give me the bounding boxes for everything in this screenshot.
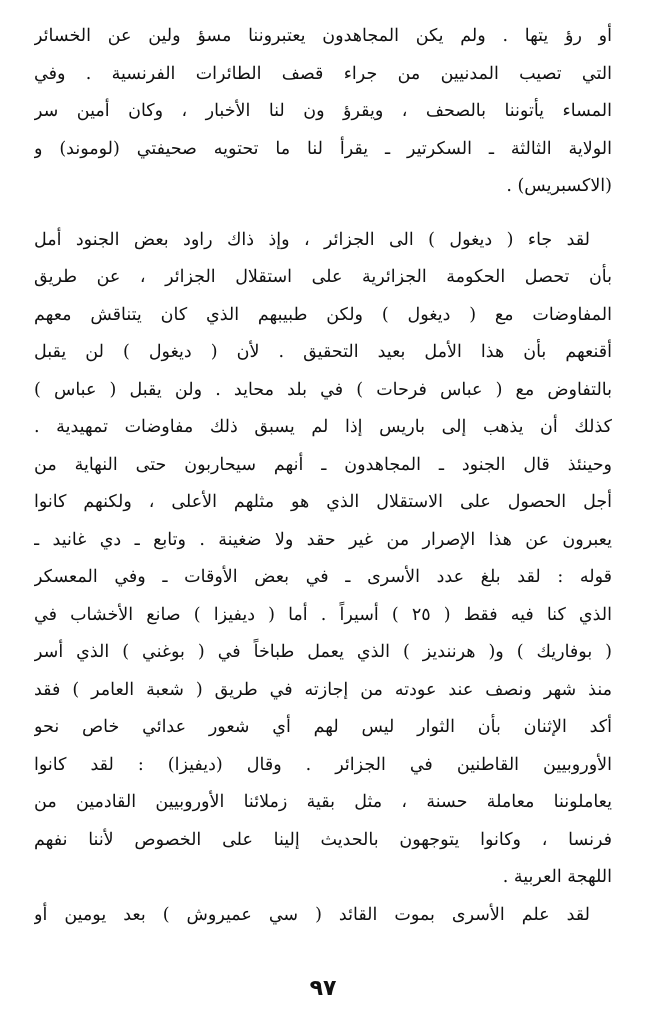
text-line: اللهجة العربية . xyxy=(502,867,612,887)
text-line: بالتفاوض مع ( عباس فرحات ) في بلد محايد . ولن يقبل ( عباس ) xyxy=(34,379,612,400)
paragraph xyxy=(34,222,612,897)
paragraph xyxy=(34,897,612,935)
body-text xyxy=(34,18,612,934)
text-line: المفاوضات مع ( ديغول ) ولكن طبيبهم الذي كان يتناقش معهم xyxy=(34,304,612,325)
text-line: فرنسا ، وكانوا يتوجهون بالحديث إلينا على الخصوص لأننا نفهم xyxy=(34,829,612,850)
text-line: أجل الحصول على الاستقلال الذي هو مثلهم الأعلى ، ولكنهم كانوا xyxy=(34,492,612,512)
page-number: ٩٧ xyxy=(309,976,337,1001)
text-line: كذلك أن يذهب إلى باريس إذا لم يسبق ذلك مفاوضات تمهيدية . xyxy=(34,417,612,437)
text-line: الذي كنا فيه فقط ( ٢٥ ) أسيراً . أما ( ديفيزا ) صانع الأخشاب في xyxy=(34,604,612,625)
text-line: قوله : لقد بلغ عدد الأسرى ـ في بعض الأوقات ـ وفي المعسكر xyxy=(34,567,612,587)
text-line: أكد الإثنان بأن الثوار ليس لهم أي شعور عدائي خاص نحو xyxy=(34,717,612,737)
text-line: وحينئذ قال الجنود ـ المجاهدون ـ أنهم سيحاربون حتى النهاية من xyxy=(34,454,612,475)
text-line: بأن تحصل الحكومة الجزائرية على استقلال الجزائر ، عن طريق xyxy=(34,267,612,287)
text-line: أقنعهم بأن هذا الأمل بعيد التحقيق . لأن ( ديغول ) لن يقبل xyxy=(34,342,612,362)
text-line: أو رؤ يتها . ولم يكن المجاهدون يعتبروننا مسؤ ولين عن الخسائر xyxy=(34,26,612,46)
text-line: الأوروبيين القاطنين في الجزائر . وقال (ديفيزا) : لقد كانوا xyxy=(34,754,612,775)
text-line: (الاكسبريس) . xyxy=(506,176,612,196)
text-line: منذ شهر ونصف عند عودته من إجازته في طريق ( شعبة العامر ) فقد xyxy=(34,679,612,700)
text-line: ( بوفاريك ) و( هرننديز ) الذي يعمل طباخاً في ( بوغني ) الذي أسر xyxy=(34,642,612,662)
paragraph xyxy=(34,18,612,206)
text-line: يعبرون عن هذا الإصرار من غير حقد ولا ضغينة . وتابع ـ دي غانيد ـ xyxy=(34,529,612,550)
text-line: المساء يأتوننا بالصحف ، ويقرؤ ون لنا الأخبار ، وكان أمين سر xyxy=(34,101,612,121)
text-line: يعاملوننا معاملة حسنة ، مثل بقية زملائنا الأوروبيين القادمين من xyxy=(34,792,612,812)
text-line: التي تصيب المدنيين من جراء قصف الطائرات الفرنسية . وفي xyxy=(34,63,612,84)
paragraph-gap xyxy=(34,206,612,222)
text-line: لقد علم الأسرى بموت القائد ( سي عميروش ) بعد يومين أو xyxy=(34,904,590,925)
text-line: الولاية الثالثة ـ السكرتير ـ يقرأ لنا ما تحتويه صحيفتي (لوموند) و xyxy=(34,138,612,159)
text-line: لقد جاء ( ديغول ) الى الجزائر ، وإذ ذاك راود بعض الجنود أمل xyxy=(34,229,590,250)
